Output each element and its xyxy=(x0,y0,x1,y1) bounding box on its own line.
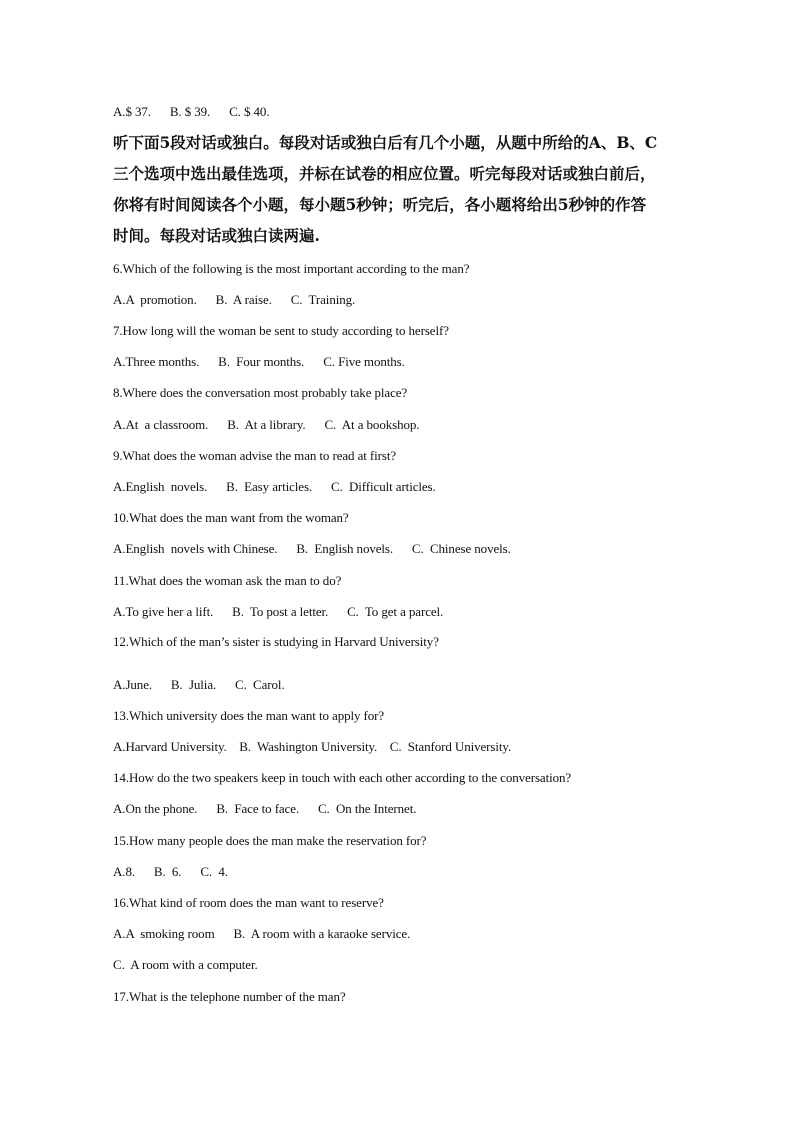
q16-question: 16.What kind of room does the man want to reserve? xyxy=(113,895,384,910)
q11-options: A.To give her a lift. B. To post a letter. C. To get a parcel. xyxy=(113,604,444,619)
q14-question: 14.How do the two speakers keep in touch with each other according to the conversation? xyxy=(113,770,572,785)
q10-question: 10.What does the man want from the woman? xyxy=(113,510,349,525)
instruction-line: 三个选项中选出最佳选项，并标在试卷的相应位置。听完每段对话或独白前后， xyxy=(113,164,656,183)
q13-question: 13.Which university does the man want to apply for? xyxy=(113,708,385,723)
q6-question: 6.Which of the following is the most important according to the man? xyxy=(113,261,470,276)
instruction-line: 你将有时间阅读各个小题，每小题5秒钟；听完后，各小题将给出5秒钟的作答 xyxy=(113,195,647,214)
q14-options: A.On the phone. B. Face to face. C. On the Internet. xyxy=(113,801,417,816)
q5-options: A.$ 37. B. $ 39. C. $ 40. xyxy=(113,104,270,119)
q8-question: 8.Where does the conversation most probably take place? xyxy=(113,385,408,400)
q11-question: 11.What does the woman ask the man to do? xyxy=(113,573,342,588)
q8-options: A.At a classroom. B. At a library. C. At a bookshop. xyxy=(113,417,420,432)
q15-options: A.8. B. 6. C. 4. xyxy=(113,864,228,879)
q9-question: 9.What does the woman advise the man to read at first? xyxy=(113,448,397,463)
q12-question: 12.Which of the man’s sister is studying in Harvard University? xyxy=(113,634,439,649)
q15-question: 15.How many people does the man make the reservation for? xyxy=(113,833,427,848)
q13-options: A.Harvard University. B. Washington University. C. Stanford University. xyxy=(113,739,512,754)
q16-option-c: C. A room with a computer. xyxy=(113,957,258,972)
q7-options: A.Three months. B. Four months. C. Five months. xyxy=(113,354,405,369)
q6-options: A.A promotion. B. A raise. C. Training. xyxy=(113,292,356,307)
q10-options: A.English novels with Chinese. B. English novels. C. Chinese novels. xyxy=(113,541,511,556)
q12-options: A.June. B. Julia. C. Carol. xyxy=(113,677,285,692)
instruction-line: 听下面5段对话或独白。每段对话或独白后有几个小题，从题中所给的A、B、C xyxy=(113,133,658,152)
instruction-line: 时间。每段对话或独白读两遍. xyxy=(113,226,320,245)
q7-question: 7.How long will the woman be sent to study according to herself? xyxy=(113,323,449,338)
q16-options: A.A smoking room B. A room with a karaoke service. xyxy=(113,926,411,941)
section-instructions xyxy=(113,127,693,251)
q9-options: A.English novels. B. Easy articles. C. Difficult articles. xyxy=(113,479,436,494)
q17-question: 17.What is the telephone number of the man? xyxy=(113,989,346,1004)
